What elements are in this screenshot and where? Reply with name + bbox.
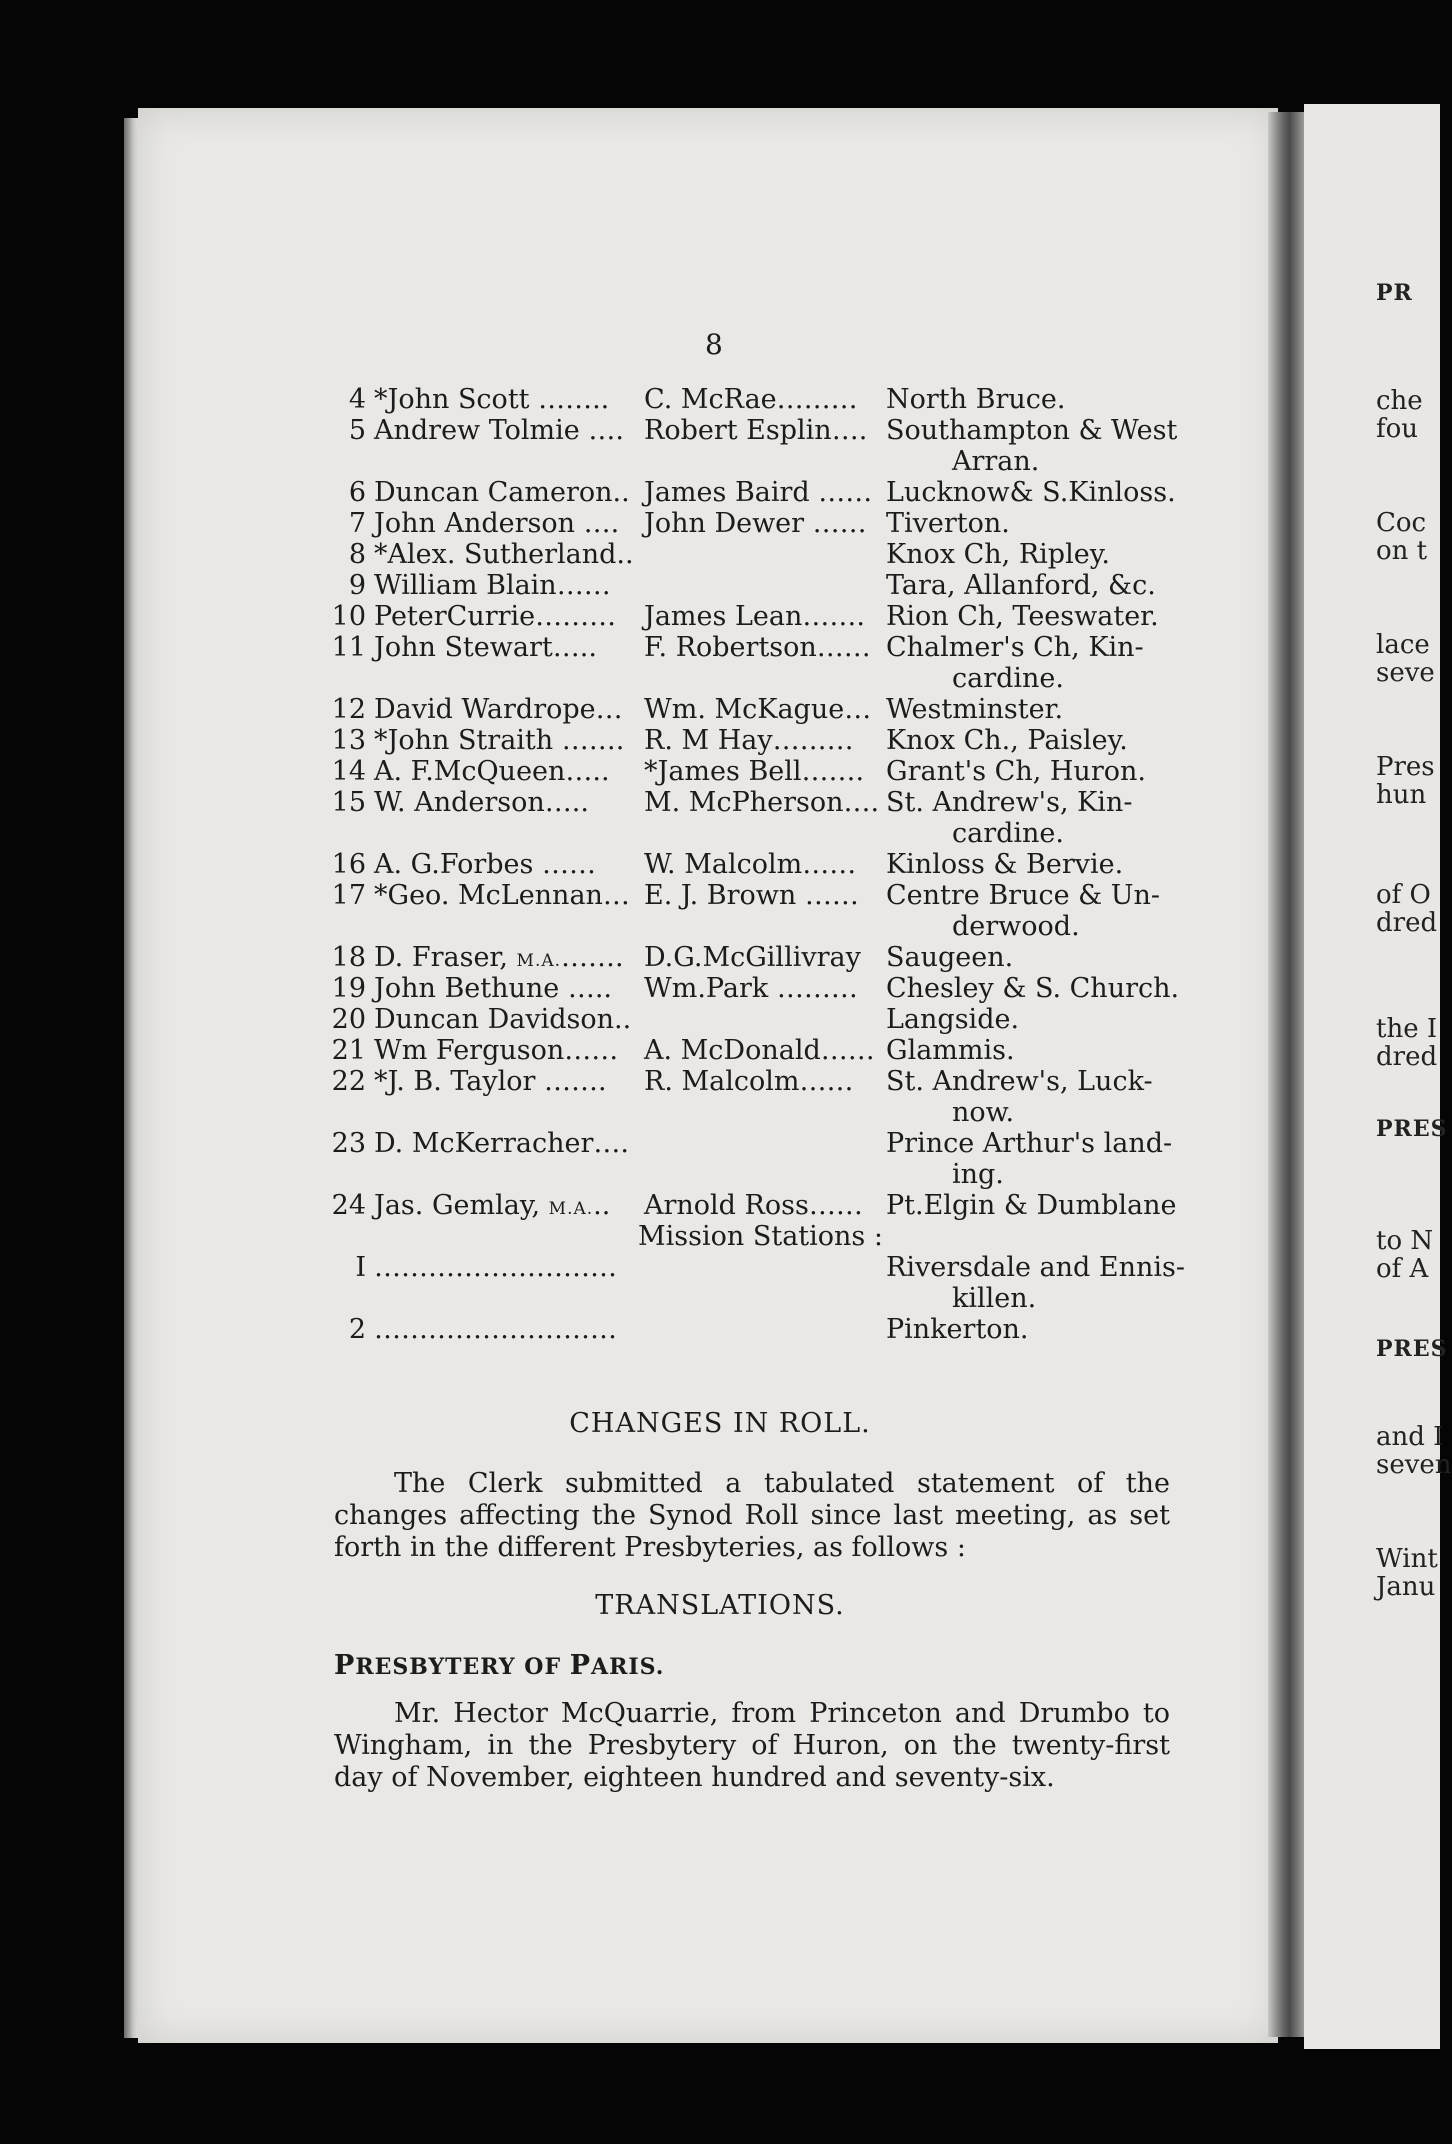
roll-name: *J. B. Taylor ……. <box>374 1066 607 1097</box>
facing-page-text: hun <box>1376 780 1427 810</box>
roll-station: Rion Ch, Teeswater. <box>886 601 1159 632</box>
roll-elder: John Dewer …… <box>644 508 867 539</box>
roll-station: Southampton & West <box>886 415 1178 446</box>
facing-page-text: dred <box>1376 1042 1438 1072</box>
facing-page-text: Wint <box>1376 1544 1438 1574</box>
roll-row <box>330 787 1190 818</box>
roll-station: Chesley & S. Church. <box>886 973 1180 1004</box>
roll-num: 9 <box>348 570 366 601</box>
facing-page-text: PRES <box>1376 1336 1448 1362</box>
roll-num: 5 <box>348 415 366 446</box>
roll-station-continuation: derwood. <box>952 911 1080 942</box>
roll-num: I <box>355 1252 366 1283</box>
roll-row <box>330 756 1190 787</box>
roll-station: Langside. <box>886 1004 1020 1035</box>
facing-page-text: Coc <box>1376 508 1427 538</box>
roll-station: St. Andrew's, Luck- <box>886 1066 1153 1097</box>
changes-paragraph: The Clerk submitted a tabulated statement of the changes affecting the Synod Roll since last meeting, as set forth in the different Presbyteries, as follows : <box>334 1468 1170 1563</box>
roll-station: Glammis. <box>886 1035 1015 1066</box>
roll-elder: Wm.Park ……… <box>644 973 858 1004</box>
facing-page-text: the I <box>1376 1014 1438 1044</box>
roll-station: Prince Arthur's land- <box>886 1128 1173 1159</box>
roll-name: John Anderson …. <box>374 508 620 539</box>
facing-page-text: seven <box>1376 1450 1452 1480</box>
presbytery-of-paris-heading: PRESBYTERY OF PARIS. <box>334 1650 665 1681</box>
roll-station: Westminster. <box>886 694 1064 725</box>
roll-elder: E. J. Brown …… <box>644 880 859 911</box>
degree-suffix: M.A. <box>516 951 562 971</box>
roll-name: W. Anderson….. <box>374 787 589 818</box>
roll-num: 21 <box>331 1035 366 1066</box>
roll-station: Kinloss & Bervie. <box>886 849 1124 880</box>
facing-page-text: of O <box>1376 880 1431 910</box>
roll-num: 2 <box>348 1314 366 1345</box>
roll-elder: R. M Hay……… <box>644 725 854 756</box>
roll-num: 12 <box>331 694 366 725</box>
roll-name: PeterCurrie……… <box>374 601 617 632</box>
roll-elder: Arnold Ross…… <box>644 1190 863 1221</box>
facing-page-fragment <box>1304 104 1452 2049</box>
facing-page-text: on t <box>1376 536 1428 566</box>
roll-elder: F. Robertson…… <box>644 632 871 663</box>
roll-station-continuation: ing. <box>952 1159 1004 1190</box>
roll-station: Riversdale and Ennis- <box>886 1252 1185 1283</box>
roll-station: Lucknow& S.Kinloss. <box>886 477 1176 508</box>
roll-station: St. Andrew's, Kin- <box>886 787 1133 818</box>
roll-name: William Blain…… <box>374 570 611 601</box>
facing-page-text: Pres <box>1376 752 1435 782</box>
degree-suffix: M.A. <box>548 1199 594 1219</box>
roll-row <box>330 1128 1190 1159</box>
roll-num: 7 <box>348 508 366 539</box>
roll-name: ……………………… <box>374 1314 617 1345</box>
page-number: 8 <box>705 328 723 361</box>
roll-station: Knox Ch., Paisley. <box>886 725 1128 756</box>
roll-row <box>330 1066 1190 1097</box>
roll-station: Grant's Ch, Huron. <box>886 756 1146 787</box>
roll-num: 16 <box>331 849 366 880</box>
roll-row <box>330 477 1190 508</box>
facing-page-text: PR <box>1376 280 1413 306</box>
roll-elder: R. Malcolm…… <box>644 1066 854 1097</box>
roll-num: 8 <box>348 539 366 570</box>
roll-num: 11 <box>331 632 366 663</box>
roll-num: 15 <box>331 787 366 818</box>
roll-station-continuation: now. <box>952 1097 1015 1128</box>
roll-num: 20 <box>331 1004 366 1035</box>
roll-num: 4 <box>348 384 366 415</box>
roll-num: 14 <box>331 756 366 787</box>
roll-num: 22 <box>331 1066 366 1097</box>
roll-row <box>330 632 1190 663</box>
roll-row <box>330 570 1190 601</box>
translations-heading: TRANSLATIONS. <box>595 1590 845 1621</box>
facing-page-text: of A <box>1376 1254 1429 1284</box>
roll-row <box>330 942 1190 973</box>
roll-station-continuation: Arran. <box>952 446 1040 477</box>
roll-station-continuation: killen. <box>952 1283 1037 1314</box>
book-gutter <box>1268 112 1304 2037</box>
roll-station: Centre Bruce & Un- <box>886 880 1161 911</box>
roll-elder: Robert Esplin…. <box>644 415 868 446</box>
roll-elder: M. McPherson…. <box>644 787 880 818</box>
roll-row <box>330 1252 1190 1283</box>
roll-num: 13 <box>331 725 366 756</box>
facing-page-text: to N <box>1376 1226 1434 1256</box>
roll-row <box>330 384 1190 415</box>
roll-num: 17 <box>331 880 366 911</box>
roll-station-continuation: cardine. <box>952 663 1064 694</box>
roll-name: Duncan Davidson.. <box>374 1004 632 1035</box>
roll-elder: C. McRae……… <box>644 384 858 415</box>
facing-page-text: Janu <box>1376 1572 1436 1602</box>
roll-num: 10 <box>331 601 366 632</box>
roll-row <box>330 415 1190 446</box>
roll-elder: Wm. McKague… <box>644 694 872 725</box>
roll-name: D. McKerracher…. <box>374 1128 629 1159</box>
roll-name: A. F.McQueen….. <box>374 756 610 787</box>
roll-row <box>330 880 1190 911</box>
roll-name: John Bethune ….. <box>374 973 613 1004</box>
roll-row <box>330 1004 1190 1035</box>
roll-name: David Wardrope… <box>374 694 623 725</box>
mission-stations-heading: Mission Stations : <box>638 1221 883 1252</box>
roll-station: North Bruce. <box>886 384 1066 415</box>
roll-elder: James Lean……. <box>644 601 865 632</box>
roll-name: Jas. Gemlay, M.A... <box>374 1190 611 1221</box>
roll-row <box>330 725 1190 756</box>
roll-row <box>330 508 1190 539</box>
roll-name: ……………………… <box>374 1252 617 1283</box>
roll-num: 19 <box>331 973 366 1004</box>
roll-num: 6 <box>348 477 366 508</box>
roll-name: A. G.Forbes …… <box>374 849 596 880</box>
facing-page-text: dred <box>1376 908 1438 938</box>
roll-station: Chalmer's Ch, Kin- <box>886 632 1144 663</box>
roll-name: Wm Ferguson…… <box>374 1035 619 1066</box>
roll-row <box>330 601 1190 632</box>
roll-num: 18 <box>331 942 366 973</box>
roll-elder: D.G.McGillivray <box>644 942 861 973</box>
roll-num: 23 <box>331 1128 366 1159</box>
roll-name: John Stewart….. <box>374 632 597 663</box>
roll-elder: W. Malcolm…… <box>644 849 857 880</box>
changes-in-roll-heading: CHANGES IN ROLL. <box>569 1408 871 1439</box>
roll-name: *John Straith ……. <box>374 725 625 756</box>
roll-station: Pinkerton. <box>886 1314 1029 1345</box>
roll-name: *Alex. Sutherland.. <box>374 539 634 570</box>
facing-page-text: che <box>1376 386 1423 416</box>
roll-name: Duncan Cameron.. <box>374 477 630 508</box>
roll-station: Knox Ch, Ripley. <box>886 539 1110 570</box>
facing-page-text: and I <box>1376 1422 1444 1452</box>
roll-row <box>330 973 1190 1004</box>
facing-page-text: seve <box>1376 658 1435 688</box>
roll-elder: *James Bell……. <box>644 756 865 787</box>
roll-elder: James Baird …… <box>644 477 873 508</box>
translation-paragraph: Mr. Hector McQuarrie, from Princeton and Drumbo to Wingham, in the Presbytery of Huron, on the twenty-first day of November, eighteen hundred and seventy-six. <box>334 1698 1170 1793</box>
roll-row <box>330 849 1190 880</box>
roll-station: Tiverton. <box>886 508 1010 539</box>
roll-station: Tara, Allanford, &c. <box>886 570 1156 601</box>
roll-row <box>330 1190 1190 1221</box>
roll-station-continuation: cardine. <box>952 818 1064 849</box>
facing-page-text: fou <box>1376 414 1419 444</box>
roll-name: D. Fraser, M.A.……. <box>374 942 624 973</box>
roll-row <box>330 539 1190 570</box>
facing-page-text: PRES <box>1376 1116 1448 1142</box>
roll-elder: A. McDonald…… <box>644 1035 875 1066</box>
facing-page-text: lace <box>1376 630 1430 660</box>
roll-name: *John Scott …….. <box>374 384 610 415</box>
roll-row <box>330 694 1190 725</box>
roll-row <box>330 1314 1190 1345</box>
roll-station: Saugeen. <box>886 942 1014 973</box>
roll-station: Pt.Elgin & Dumblane <box>886 1190 1177 1221</box>
roll-name: Andrew Tolmie …. <box>374 415 624 446</box>
synod-roll-list <box>330 384 1190 1345</box>
roll-name: *Geo. McLennan… <box>374 880 630 911</box>
roll-num: 24 <box>331 1190 366 1221</box>
roll-row <box>330 1035 1190 1066</box>
